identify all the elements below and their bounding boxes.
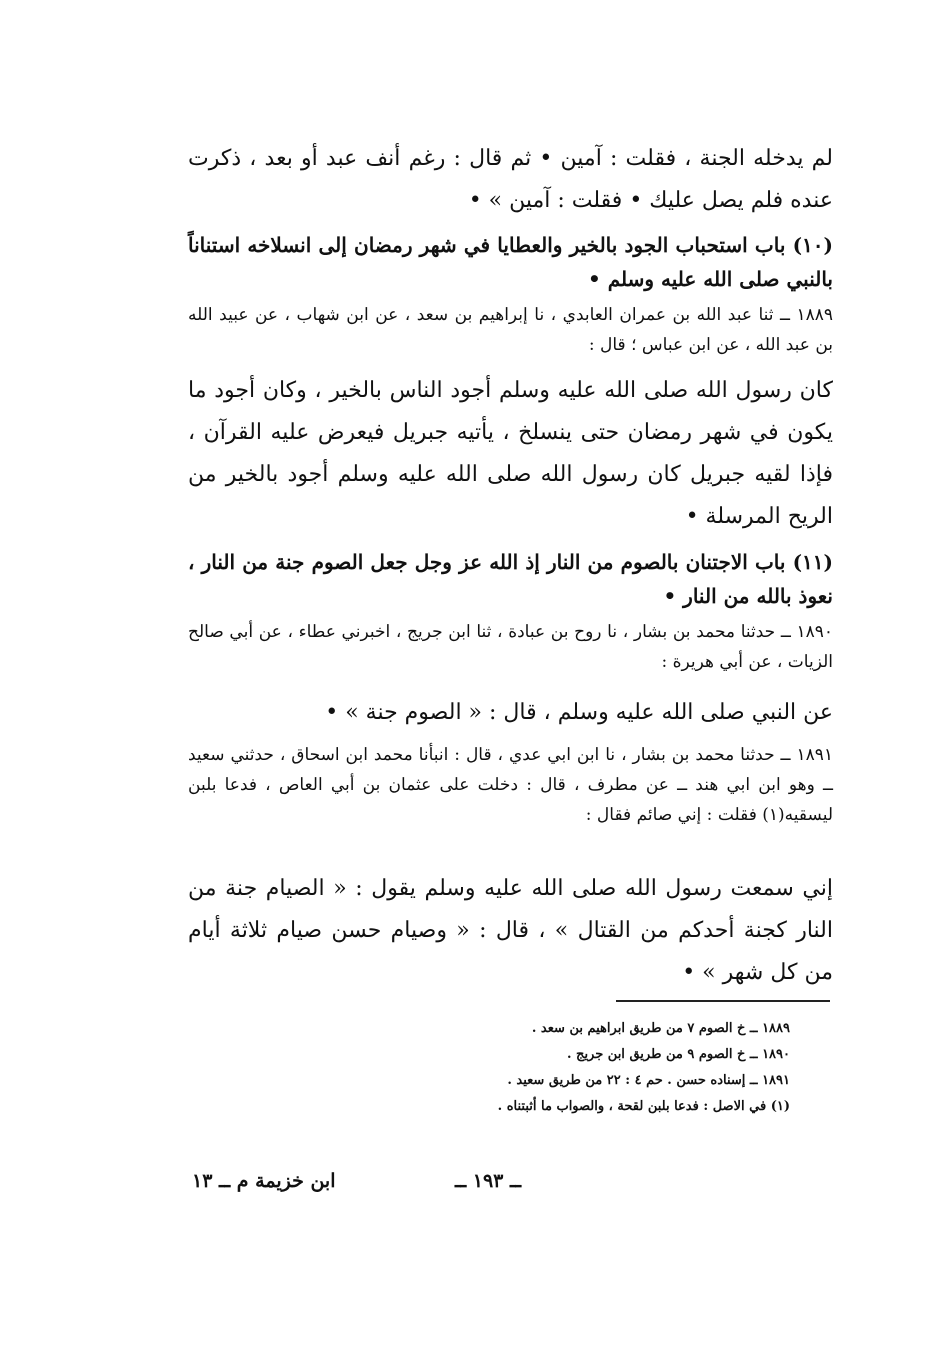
hadith-matn-1889 [188,370,833,538]
footnote-1891: ١٨٩١ ــ إسناده حسن . حم ٤ : ٢٢ من طريق سعيد . [507,1073,790,1088]
footnote-note-1: (١) في الاصل : فدعا بلبن لقحة ، والصواب ما أثبتناه . [497,1099,790,1114]
chapter-heading-10-text: (١٠) باب استحباب الجود بالخير والعطايا في شهر رمضان إلى انسلاخه استناناً بالنبي صلى الله عليه وسلم • [188,233,833,291]
hadith-isnad-1890-text: ١٨٩٠ ــ حدثنا محمد بن بشار ، نا روح بن عبادة ، ثنا ابن جريج ، اخبرني عطاء ، عن أبي صالح الزيات ، عن أبي هريرة : [188,622,833,672]
footnote-1889: ١٨٨٩ ــ خ الصوم ٧ من طريق ابراهيم بن سعد . [531,1021,790,1036]
hadith-isnad-1891-text: ١٨٩١ ــ حدثنا محمد بن بشار ، نا ابن ابي عدي ، قال : انبأنا محمد ابن اسحاق ، حدثني سعيد ــ وهو ابن ابي هند ــ عن مطرف ، قال : دخلت على عثمان بن أبي العاص ، فدعا بلبن ليسقيه(١) فقلت : إني صائم فقال : [188,745,833,825]
hadith-matn-1891 [188,868,833,994]
top-paragraph-text: لم يدخله الجنة ، فقلت : آمين • ثم قال : رغم أنف عبد أو بعد ، ذكرت عنده فلم يصل عليك • فقلت : آمين » • [188,146,833,213]
page-number: ــ ١٩٣ ــ [455,1170,522,1192]
hadith-matn-1890-text: عن النبي صلى الله عليه وسلم ، قال : « الصوم جنة » • [325,700,833,725]
footnotes [330,1016,790,1120]
top-paragraph [188,138,833,222]
chapter-heading-11 [188,545,833,613]
chapter-heading-11-text: (١١) باب الاجتنان بالصوم من النار إذ الله عز وجل جعل الصوم جنة من النار ، نعوذ بالله من النار • [188,550,833,608]
footnote-1890: ١٨٩٠ ــ خ الصوم ٩ من طريق ابن جريج . [567,1047,790,1062]
hadith-matn-1891-text: إني سمعت رسول الله صلى الله عليه وسلم يقول : « الصيام جنة من النار كجنة أحدكم من القتال » ، قال : « وصيام حسن صيام ثلاثة أيام من كل شهر » • [188,876,833,985]
footer-book-signature: ابن خزيمة م ــ ١٣ [192,1170,336,1192]
hadith-isnad-1890 [188,617,833,677]
hadith-isnad-1889-text: ١٨٨٩ ــ ثنا عبد الله بن عمران العابدي ، نا إبراهيم بن سعد ، عن ابن شهاب ، عن عبيد الله بن عبد الله ، عن ابن عباس ؛ قال : [188,305,833,355]
hadith-matn-1890 [188,692,833,734]
footnote-divider [616,1000,830,1002]
hadith-matn-1889-text: كان رسول الله صلى الله عليه وسلم أجود الناس بالخير ، وكان أجود ما يكون في شهر رمضان حتى ينسلخ ، يأتيه جبريل فيعرض عليه القرآن ، فإذا لقيه جبريل كان رسول الله صلى الله عليه وسلم أجود بالخير من الريح المرسلة • [188,378,833,529]
chapter-heading-10 [188,228,833,296]
hadith-isnad-1889 [188,300,833,360]
hadith-isnad-1891 [188,740,833,830]
